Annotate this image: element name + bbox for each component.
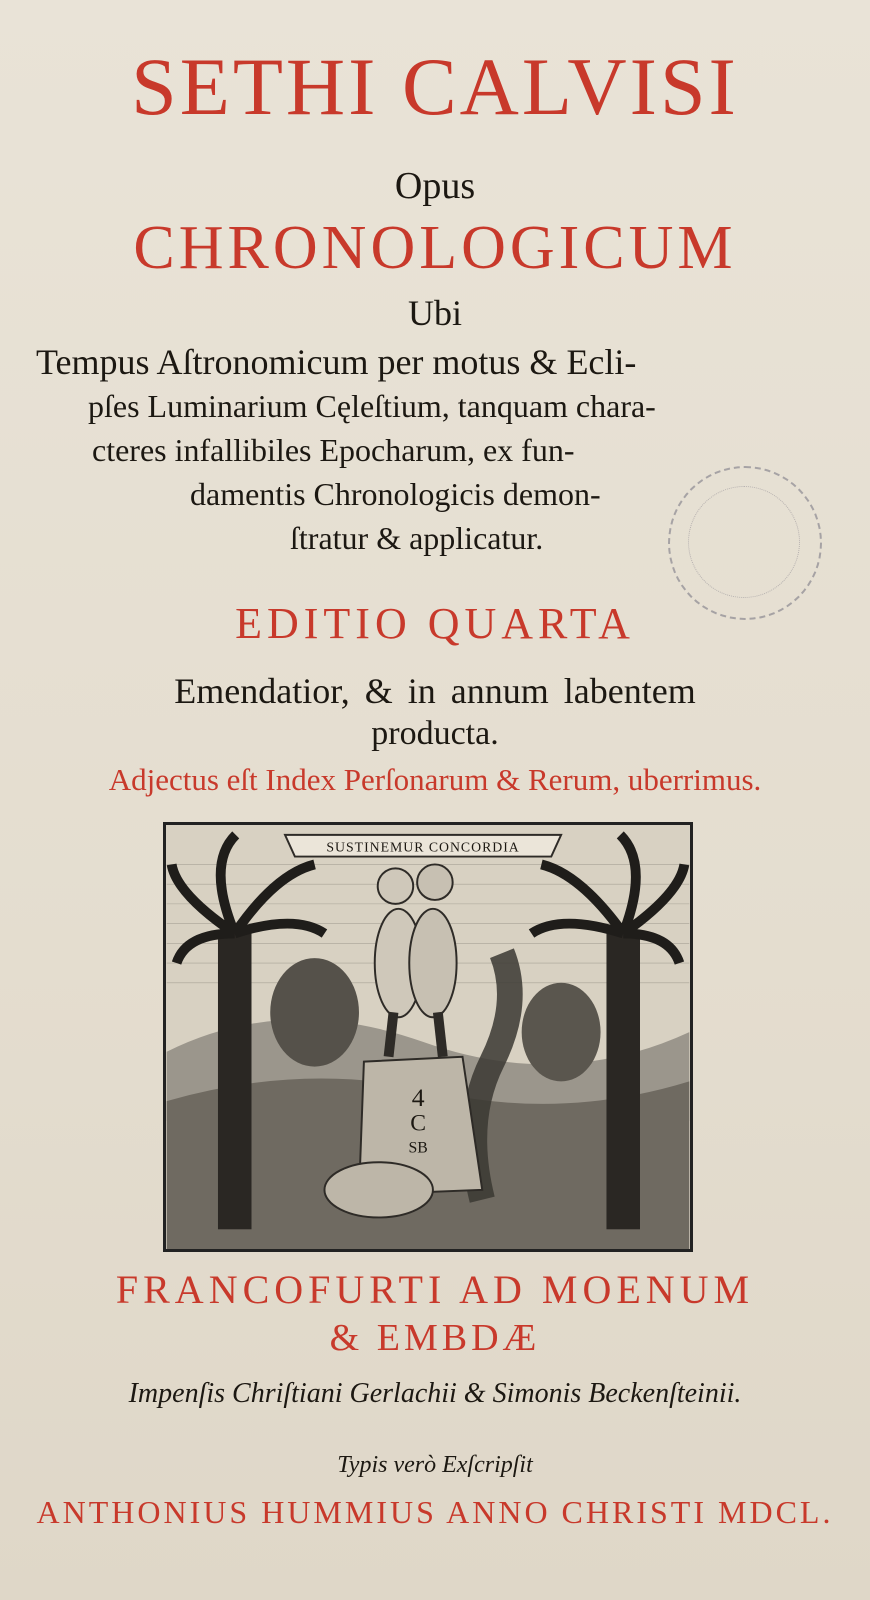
imprint-place: FRANCOFURTI AD MOENUM — [115, 1267, 755, 1312]
printer-intro: Typis verò Exſcripſit — [337, 1452, 533, 1478]
engraving-illustration — [166, 825, 690, 1249]
emendation-line: Emendatior, & in annum labentem — [174, 671, 696, 711]
library-stamp — [668, 466, 822, 620]
producta-line: producta. — [371, 715, 499, 752]
imprint-place-second: & EMBDÆ — [329, 1317, 541, 1359]
monogram-number: 4 — [411, 1083, 425, 1113]
monogram-letter: C — [410, 1110, 427, 1137]
description-line: Tempus Aſtronomicum per motus & Ecli- — [36, 342, 637, 382]
work-title: CHRONOLOGICUM — [133, 214, 737, 282]
author-name: SETHI CALVISI — [131, 41, 739, 132]
opus-label: Opus — [394, 165, 476, 207]
index-note: Adjectus eſt Index Perſonarum & Rerum, uberrimus. — [108, 762, 762, 797]
monogram-initials: SB — [408, 1139, 428, 1157]
publisher-line: Impenſis Chriſtiani Gerlachii & Simonis Beckenſteinii. — [128, 1378, 742, 1409]
engraving-motto: SUSTINEMUR CONCORDIA — [326, 839, 520, 855]
edition-heading: EDITIO QUARTA — [235, 599, 635, 648]
description-line: pſes Luminarium Cęleſtium, tanquam chara- — [88, 388, 656, 424]
description-line: damentis Chronologicis demon- — [190, 476, 601, 512]
description-line: cteres infallibiles Epocharum, ex fun- — [92, 432, 575, 468]
ubi-label: Ubi — [408, 293, 462, 333]
printer-and-date: ANTHONIUS HUMMIUS ANNO CHRISTI MDCL. — [36, 1494, 834, 1530]
printer-device-engraving — [163, 822, 693, 1252]
description-line: ſtratur & applicatur. — [290, 520, 544, 556]
